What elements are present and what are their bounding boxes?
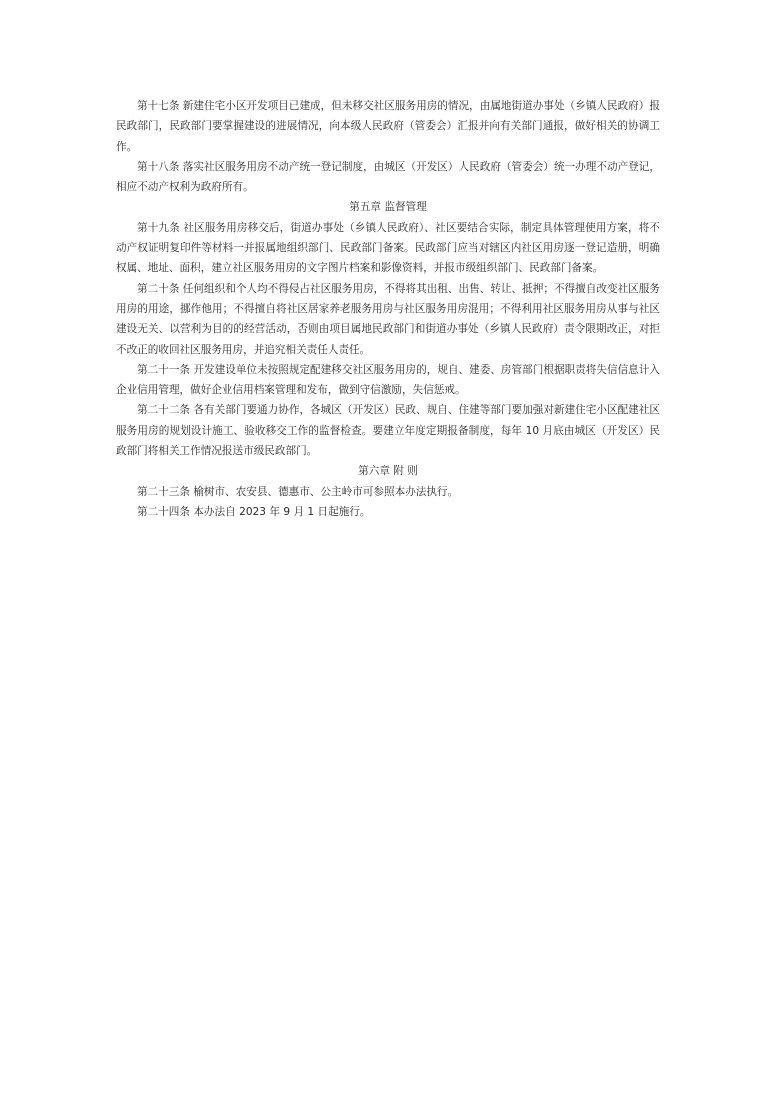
article-21: 第二十一条 开发建设单位未按照规定配建移交社区服务用房的，规自、建委、房管部门根据职责将失信信息计入企业信用管理，做好企业信用档案管理和发布，做到守信激励，失信惩戒。 [116,363,660,397]
article-22: 第二十二条 各有关部门要通力协作，各城区（开发区）民政、规自、住建等部门要加强对新建住宅小区配建社区服务用房的规划设计施工、验收移交工作的监督检查。要建立年度定期报备制度，每年 10 月底由城区（开发区）民政部门将相关工作情况报送市级民政部门。 [116,404,660,458]
article-18: 第十八条 落实社区服务用房不动产统一登记制度，由城区（开发区）人民政府（管委会）统一办理不动产登记，相应不动产权利为政府所有。 [116,160,660,194]
article-19: 第十九条 社区服务用房移交后，街道办事处（乡镇人民政府）、社区要结合实际，制定具体管理使用方案，将不动产权证明复印件等材料一并报属地组织部门、民政部门备案。民政部门应当对辖区内社区用房逐一登记造册，明确权属、地址、面积，建立社区服务用房的文字图片档案和影像资料，并报市级组织部门、民政部门备案。 [116,221,660,275]
document-body [116,96,660,522]
article-20: 第二十条 任何组织和个人均不得侵占社区服务用房，不得将其出租、出售、转让、抵押；不得擅自改变社区服务用房的用途，挪作他用；不得擅自将社区居家养老服务用房与社区服务用房混用；不得利用社区服务用房从事与社区建设无关、以营利为目的的经营活动，否则由项目属地民政部门和街道办事处（乡镇人民政府）责令限期改正，对拒不改正的收回社区服务用房，并追究相关责任人责任。 [116,282,660,356]
chapter-6-heading: 第六章 附 则 [358,465,418,478]
article-17: 第十七条 新建住宅小区开发项目已建成，但未移交社区服务用房的情况，由属地街道办事处（乡镇人民政府）报民政部门，民政部门要掌握建设的进展情况，向本级人民政府（管委会）汇报并向有关部门通报，做好相关的协调工作。 [116,100,660,153]
article-23: 第二十三条 榆树市、农安县、德惠市、公主岭市可参照本办法执行。 [137,485,459,498]
article-24: 第二十四条 本办法自 2023 年 9 月 1 日起施行。 [137,505,371,518]
chapter-5-heading: 第五章 监督管理 [349,201,427,214]
